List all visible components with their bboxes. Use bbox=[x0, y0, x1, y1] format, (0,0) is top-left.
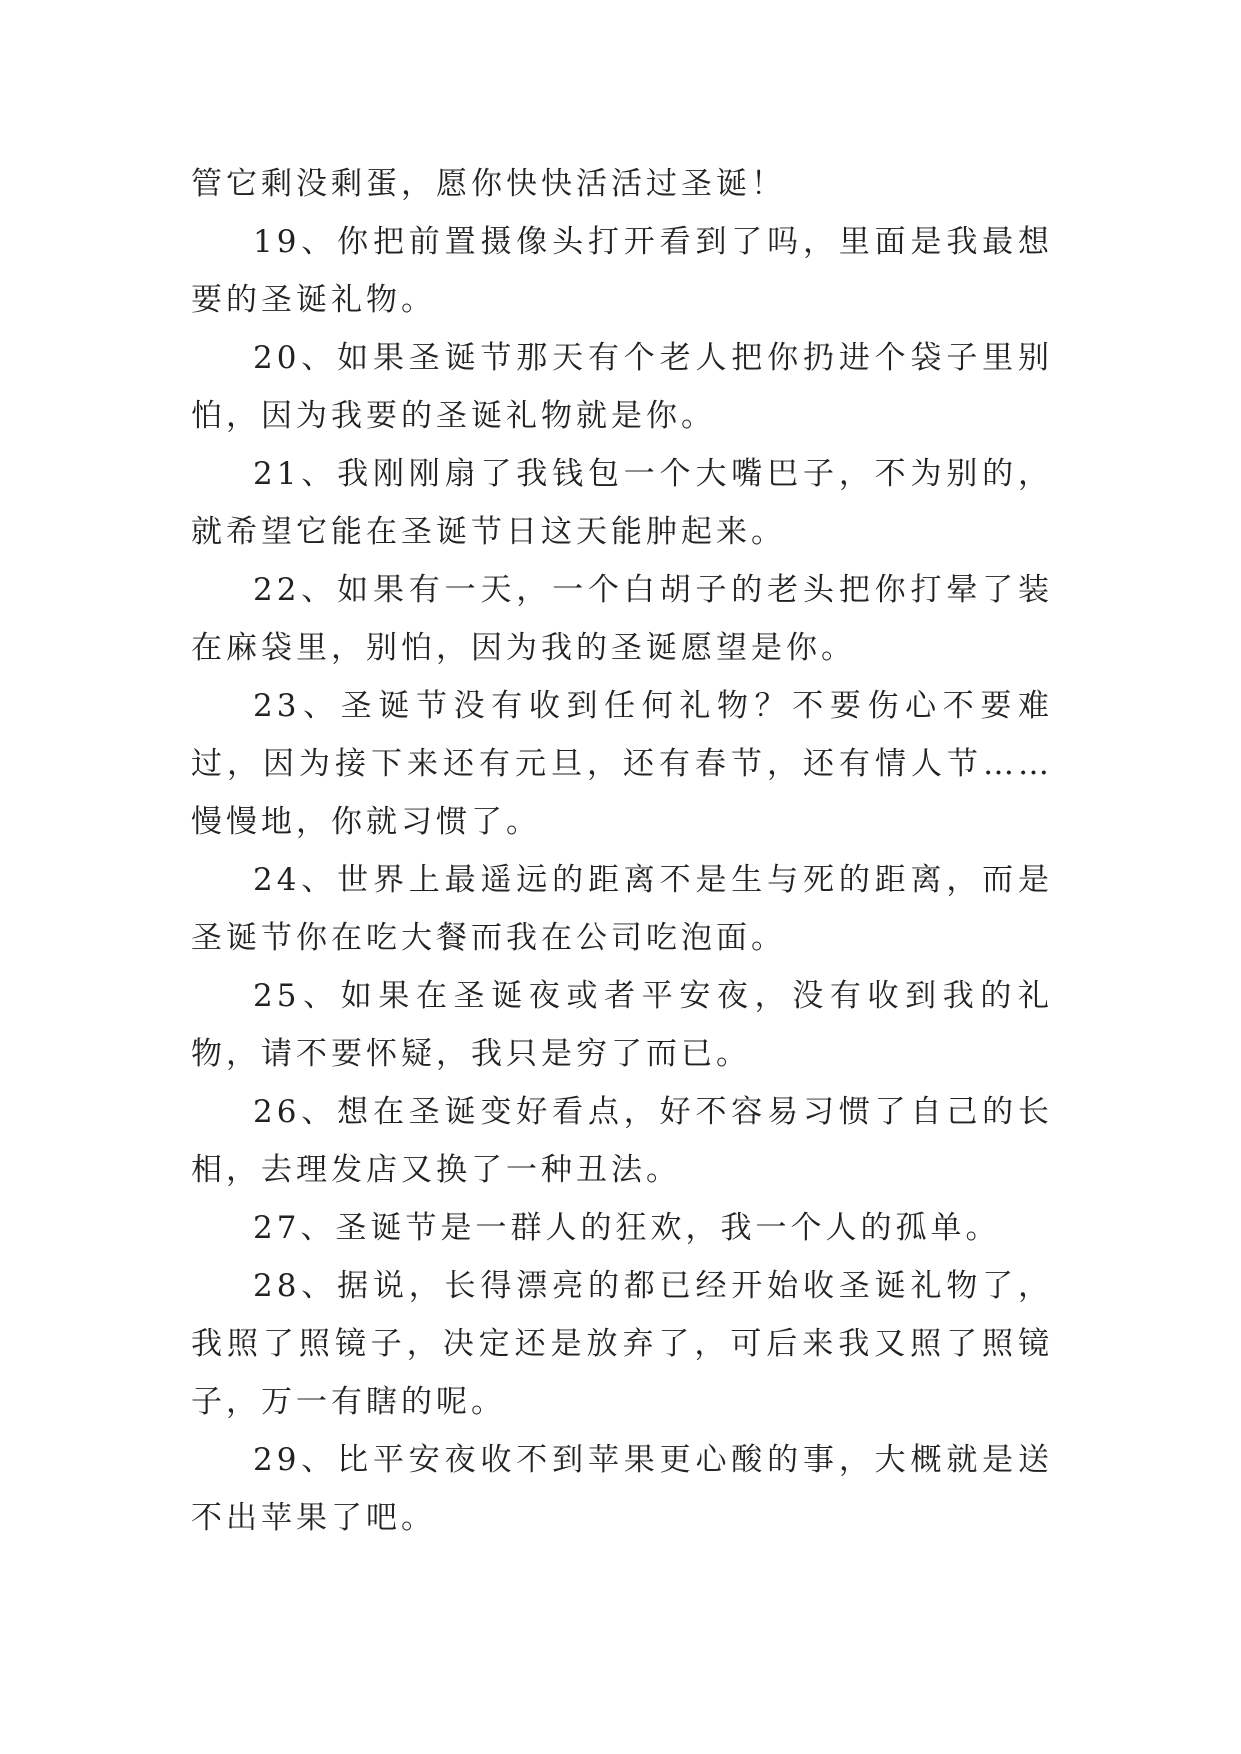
paragraph-item-21: 21、我刚刚扇了我钱包一个大嘴巴子，不为别的，就希望它能在圣诞节日这天能肿起来。 bbox=[191, 456, 1053, 550]
paragraph-item-28: 28、据说，长得漂亮的都已经开始收圣诞礼物了，我照了照镜子，决定还是放弃了，可后来我又照了照镜子，万一有瞎的呢。 bbox=[191, 1268, 1053, 1420]
paragraph-item-23: 23、圣诞节没有收到任何礼物？不要伤心不要难过，因为接下来还有元旦，还有春节，还有情人节……慢慢地，你就习惯了。 bbox=[191, 688, 1053, 840]
paragraph-item-27: 27、圣诞节是一群人的狂欢，我一个人的孤单。 bbox=[253, 1210, 1001, 1246]
paragraph-item-25: 25、如果在圣诞夜或者平安夜，没有收到我的礼物，请不要怀疑，我只是穷了而已。 bbox=[191, 978, 1053, 1072]
paragraph-item-24: 24、世界上最遥远的距离不是生与死的距离，而是圣诞节你在吃大餐而我在公司吃泡面。 bbox=[191, 862, 1053, 956]
document-body bbox=[191, 155, 1053, 1547]
paragraph-item-19: 19、你把前置摄像头打开看到了吗，里面是我最想要的圣诞礼物。 bbox=[191, 224, 1053, 318]
paragraph-item-26: 26、想在圣诞变好看点，好不容易习惯了自己的长相，去理发店又换了一种丑法。 bbox=[191, 1094, 1053, 1188]
paragraph-item-22: 22、如果有一天，一个白胡子的老头把你打晕了装在麻袋里，别怕，因为我的圣诞愿望是你。 bbox=[191, 572, 1053, 666]
paragraph-continuation: 管它剩没剩蛋，愿你快快活活过圣诞！ bbox=[191, 166, 786, 202]
paragraph-item-20: 20、如果圣诞节那天有个老人把你扔进个袋子里别怕，因为我要的圣诞礼物就是你。 bbox=[191, 340, 1053, 434]
paragraph-item-29: 29、比平安夜收不到苹果更心酸的事，大概就是送不出苹果了吧。 bbox=[191, 1442, 1053, 1536]
